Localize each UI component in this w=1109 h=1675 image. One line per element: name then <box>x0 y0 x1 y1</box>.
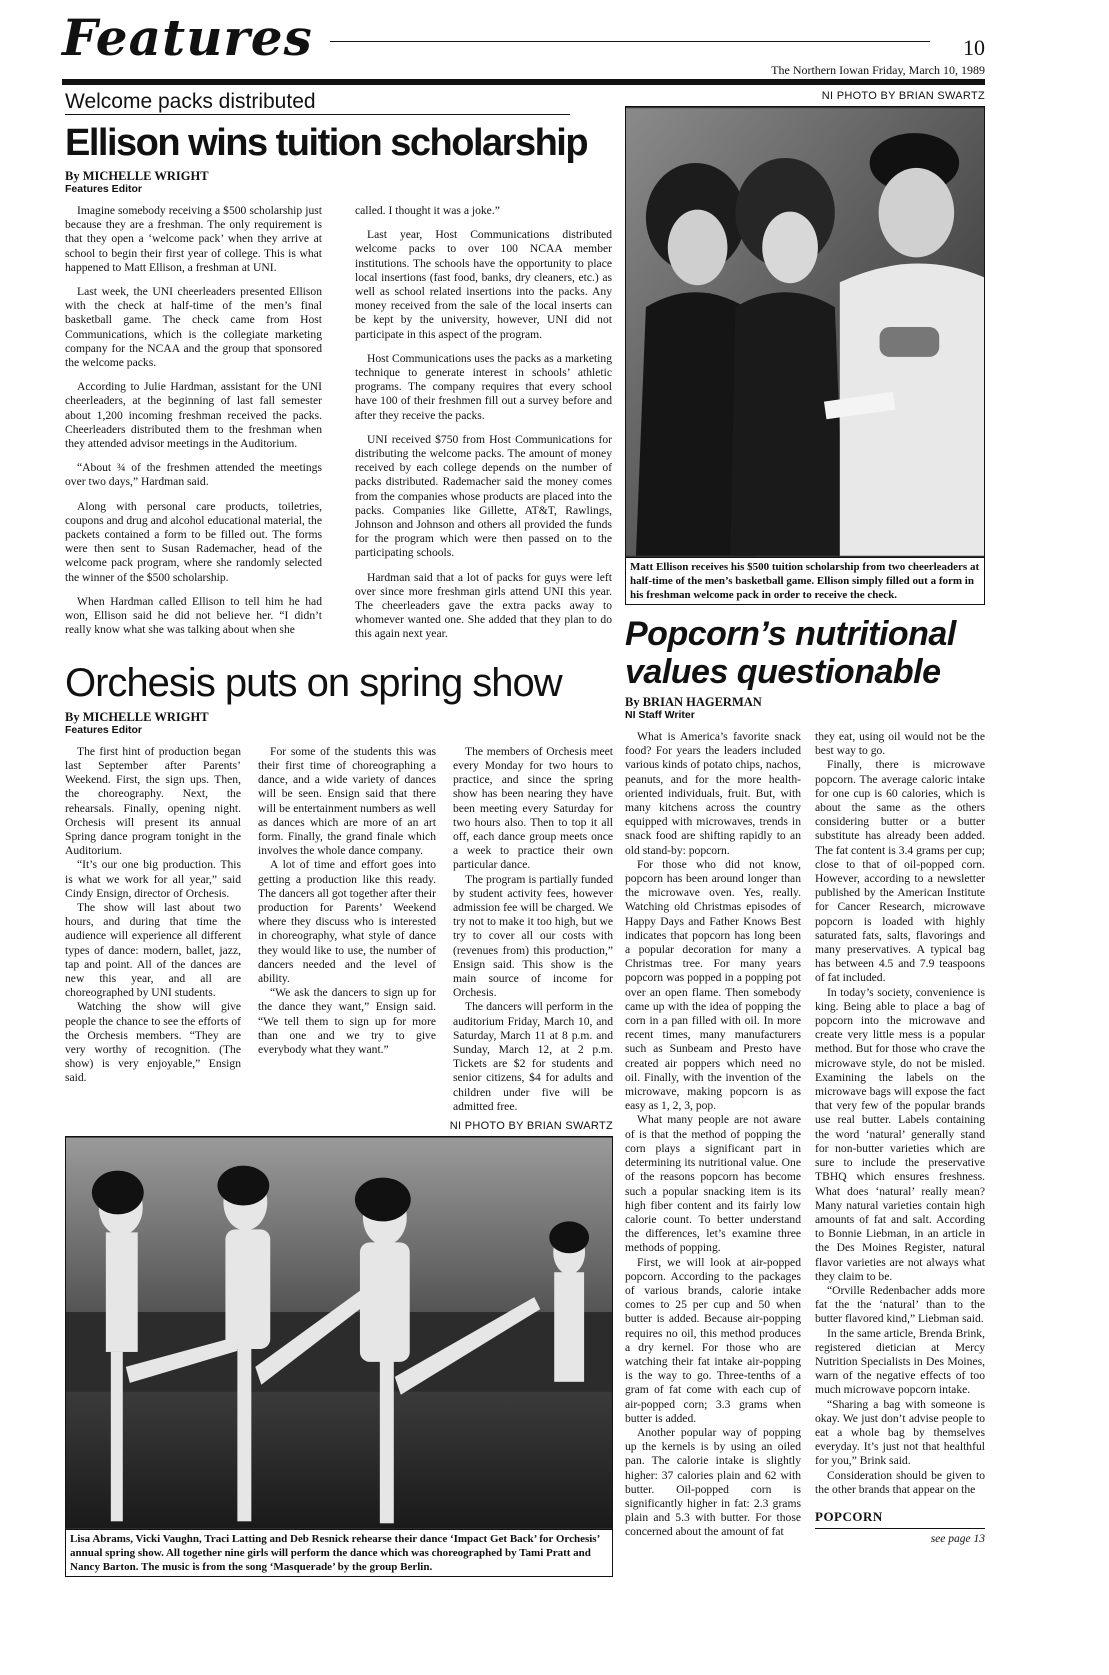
article-column <box>258 745 436 1057</box>
paragraph: Last year, Host Communications distributed welcome packs to over 100 NCAA member institutions. The schools have the opportunity to place local insertions (fast food, banks, dry cleaners, etc.) as well as school related insertions into the packs. Any money received from the sale of the local inserts can be kept by the university, however, UNI did not participate in this aspect of the program. <box>355 228 612 341</box>
paragraph: The program is partially funded by student activity fees, however admission fee will be charged. We try not to make it too high, but we try to cover all our costs with (revenues from) this production,” Ensign said. This show is the main source of income for Orchesis. <box>453 872 613 1000</box>
header-rule <box>330 41 930 42</box>
paragraph: Along with personal care products, toiletries, coupons and drug and alcohol educational material, the packets contained a form to be filled out. The forms were then sent to Susan Rademacher, head of the welcome pack program, where she randomly selected the winner of the $500 scholarship. <box>65 499 322 584</box>
paragraph: In the same article, Brenda Brink, registered dietician at Mercy Nutrition Specialists in Des Moines, warn of the negative effects of too much microwave popcorn intake. <box>815 1326 985 1397</box>
article-column <box>815 730 985 1497</box>
paragraph: The dancers will perform in the auditorium Friday, March 10, and Saturday, March 11 at 8 p.m. and Sunday, March 12, at 2 p.m. Tickets are $2 for students and senior citizens, $4 for adults and children under five will be admitted free. <box>453 1000 613 1113</box>
paragraph: Last week, the UNI cheerleaders presented Ellison with the check at half-time of the men’s final basketball game. The check came from Host Communications, which is the collegiate marketing company for the NCAA and the group that sponsored the welcome packs. <box>65 285 322 370</box>
paragraph: For some of the students this was their first time of choreographing a dance, and a wide variety of dances will be seen. Ensign said that there will be entertainment numbers as well as dances which are more of an art form. Finally, the grand finale which involves the whole dance company. <box>258 744 436 858</box>
photo-orchesis <box>65 1136 613 1577</box>
paragraph: “About ¾ of the freshmen attended the meetings over two days,” Hardman said. <box>65 461 322 489</box>
kicker: Welcome packs distributed <box>65 90 570 115</box>
paragraph: UNI received $750 from Host Communications for distributing the welcome packs. The amount of money received by each college depends on the number of packs distributed. Rademacher said the money comes from the companies whose products are placed into the packs. Companies like Gillette, AT&T, Rawlings, Johnson and Johnson and others all provided the funds for the program which were then passed on to the participating schools. <box>355 432 612 560</box>
byline-role: NI Staff Writer <box>625 709 695 721</box>
photo-credit: NI PHOTO BY BRIAN SWARTZ <box>449 1119 613 1132</box>
photo-image <box>66 1137 612 1529</box>
page-number: 10 <box>963 35 985 60</box>
paragraph: Consideration should be given to the other brands that appear on the <box>815 1468 985 1496</box>
headline-ellison: Ellison wins tuition scholarship <box>65 122 588 164</box>
byline-role: Features Editor <box>65 723 143 736</box>
paragraph: Imagine somebody receiving a $500 scholarship just because they are a freshman. The only requirement is that they open a ‘welcome pack’ when they arrive at school to begin their first year of college. This is what happened to Matt Ellison, a freshman at UNI. <box>65 204 322 274</box>
photo-caption: Matt Ellison receives his $500 tuition scholarship from two cheerleaders at half-time of the men’s basketball game. Ellison simply filled out a form in his freshman welcome pack in order to receive the check. <box>626 557 984 604</box>
jump-label: POPCORN <box>815 1509 985 1529</box>
paragraph: Watching the show will give people the chance to see the efforts of the Orchesis members. “They are very worthy of recognition. (The show) is very enjoyable,” Ensign said. <box>65 1000 241 1085</box>
paragraph: In today’s society, convenience is king. Being able to place a bag of popcorn into the microwave and create very little mess is a popular method. But for those who crave the microwave style, do not be misled. Examining the labels on the microwave bags will expose the fact that very few of the popular brands use real butter. Labels containing the word ‘natural’ generally stand for non-butter varieties which are sure to include the preservative TBHQ which ensures freshness. What does ‘natural’ really mean? Many natural varieties contain high amounts of fat and salt. According to Bonnie Liebman, in an article in the Des Moines Register, natural flavor varieties are not always what they claim to be. <box>815 985 985 1283</box>
article-column <box>65 204 322 647</box>
byline-name: By MICHELLE WRIGHT <box>65 709 209 724</box>
paragraph: “Sharing a bag with someone is okay. We just don’t advise people to eat a whole bag by themselves everyday. It’s just not that healthful for you,” Brink said. <box>815 1397 985 1468</box>
right-area <box>625 90 985 1546</box>
article-column <box>625 730 801 1540</box>
section-title: Features <box>62 8 313 67</box>
paragraph: For those who did not know, popcorn has been around longer than the microwave oven. Yes, really. Watching old Christmas episodes of Happy Days and Father Knows Best indicates that popcorn has long been a popular decoration for many a Christmas tree. For many years popcorn was popped in a popping pot over an open flame. Then somebody came up with the idea of popping the corn in a pan filled with oil. In more recent times, many manufacturers such as Sunbeam and Presto have created air poppers which need no oil. Finally, with the invention of the microwave, making popcorn is as easy as 1, 2, 3, pop. <box>625 857 801 1113</box>
paragraph: Host Communications uses the packs as a marketing technique to generate interest in schools’ athletic programs. The company requires that every school have 100 of their freshmen fill out a survey before and after they receive the packs. <box>355 351 612 422</box>
headline-popcorn: Popcorn’s nutritional values questionable <box>625 615 956 691</box>
orchesis-columns <box>65 745 613 1114</box>
byline-name: By MICHELLE WRIGHT <box>65 169 209 183</box>
byline-orchesis <box>65 710 613 737</box>
paragraph: Hardman said that a lot of packs for guys were left over since more freshman girls attend UNI this year. The cheerleaders gave the extra packs away to whomever wanted one. She added that they plan to do this again next year. <box>355 570 612 641</box>
headline-orchesis: Orchesis puts on spring show <box>65 660 562 705</box>
paragraph: “It’s our one big production. This is what we work for all year,” said Cindy Ensign, director of Orchesis. <box>65 858 241 900</box>
byline-name: By BRIAN HAGERMAN <box>625 695 762 709</box>
left-area <box>65 90 613 1577</box>
ellison-columns <box>65 204 613 652</box>
paragraph: First, we will look at air-popped popcorn. According to the packages of various brands, calorie intake comes to 25 per cup and 50 when butter is added. Because air-popping requires no oil, this method produces a dry kernel. For those who are watching their fat intake air-popping is the way to go. Three-tenths of a gram of fat come with each cup of air-popped corn; 3.3 grams when butter is added. <box>625 1255 801 1425</box>
paragraph: “We ask the dancers to sign up for the dance they want,” Ensign said. “We tell them to sign up for more than one and we try to give everybody what they want.” <box>258 986 436 1056</box>
paragraph: The members of Orchesis meet every Monday for two hours to practice, and since the spring show has been nearing they have been meeting every Saturday for two hours also. Then to top it all off, each dance group meets once a week to practice their own particular dance. <box>453 744 613 872</box>
article-column <box>65 745 241 1086</box>
paragraph: The first hint of production began last September after Parents’ Weekend. First, the sign ups. Then, the choreography. Next, the rehearsals. Finally, opening night. Orchesis will present its annual Spring dance program tonight in the Auditorium. <box>65 744 241 858</box>
photo-caption: Lisa Abrams, Vicki Vaughn, Traci Latting and Deb Resnick rehearse their dance ‘Impact Get Back’ for Orchesis’ annual spring show. All together nine girls will perform the dance which was choreographed by Tami Pratt and Nancy Barton. The music is from the song ‘Masquerade’ by the group Berlin. <box>66 1529 612 1576</box>
article-column <box>355 204 612 652</box>
article-column <box>453 745 613 1114</box>
paragraph: called. I thought it was a joke.” <box>355 204 500 217</box>
paragraph: The show will last about two hours, and during that time the audience will experience all different types of dance: modern, ballet, jazz, tap and point. All of the dances are new this year, and all are choreographed by UNI students. <box>65 900 241 1000</box>
masthead-rule <box>62 79 985 85</box>
dateline: The Northern Iowan Friday, March 10, 1989 <box>771 63 985 77</box>
paragraph: Finally, there is microwave popcorn. The average caloric intake for one cup is 60 calories, which is about the same as the others considering butter or a butter substitute has already been added. The fat content is 3.4 grams per cup; close to that of oil-popped corn. However, according to a newsletter published by the American Institute for Cancer Research, microwave popcorn is loaded with highly saturated fats, salts, flavorings and many preservatives. A typical bag has between 4.5 and 7.9 teaspoons of fat included. <box>815 758 985 985</box>
photo-ellison <box>625 106 985 605</box>
paragraph: When Hardman called Ellison to tell him he had won, Ellison said he did not believe her. “I didn’t really know what she was talking about when she <box>65 594 322 637</box>
paragraph: they eat, using oil would not be the best way to go. <box>815 730 985 758</box>
byline-popcorn <box>625 695 985 722</box>
byline-ellison <box>65 169 613 196</box>
jump-link[interactable]: see page 13 <box>930 1532 985 1545</box>
paragraph: A lot of time and effort goes into getting a production like this ready. The dancers all got together after their production for Parents’ Weekend where they discuss who is interested in choreography, what style of dance they would like to use, the number of dancers needed and the level of ability. <box>258 858 436 985</box>
photo-credit: NI PHOTO BY BRIAN SWARTZ <box>821 90 985 102</box>
photo-image <box>626 107 984 557</box>
popcorn-columns <box>625 730 985 1546</box>
paragraph: Another popular way of popping up the kernels is by using an oiled pan. The calorie intake is slightly higher: 37 calories plain and 62 with butter. Oil-popped corn is significantly higher in fat: 2.3 grams plain and 5.3 with butter. For those concerned about the amount of fat <box>625 1425 801 1539</box>
paragraph: According to Julie Hardman, assistant for the UNI cheerleaders, at the beginning of last fall semester about 1,200 incoming freshman received the packs. Cheerleaders distributed them to the freshman when they attended advisor meetings in the Auditorium. <box>65 380 322 451</box>
byline-role: Features Editor <box>65 183 143 195</box>
paragraph: What is America’s favorite snack food? For years the leaders included various kinds of potato chips, nachos, peanuts, and for the more health-oriented individuals, fruit. But, with many kitchens across the country equipped with microwaves, trends in snack food are shifting rapidly to an old stand-by: popcorn. <box>625 730 801 857</box>
popcorn-column-2 <box>815 730 985 1546</box>
paragraph: “Orville Redenbacher adds more fat the the ‘natural’ than to the butter flavored kind,” Liebman said. <box>815 1283 985 1326</box>
paragraph: What many people are not aware of is that the method of popping the corn plays a significant part in determining its nutritional value. One of the reasons popcorn has become such a popular snacking item is its high fiber content and its fairly low calorie count. To better understand the differences, let’s examine three methods of popping. <box>625 1113 801 1255</box>
